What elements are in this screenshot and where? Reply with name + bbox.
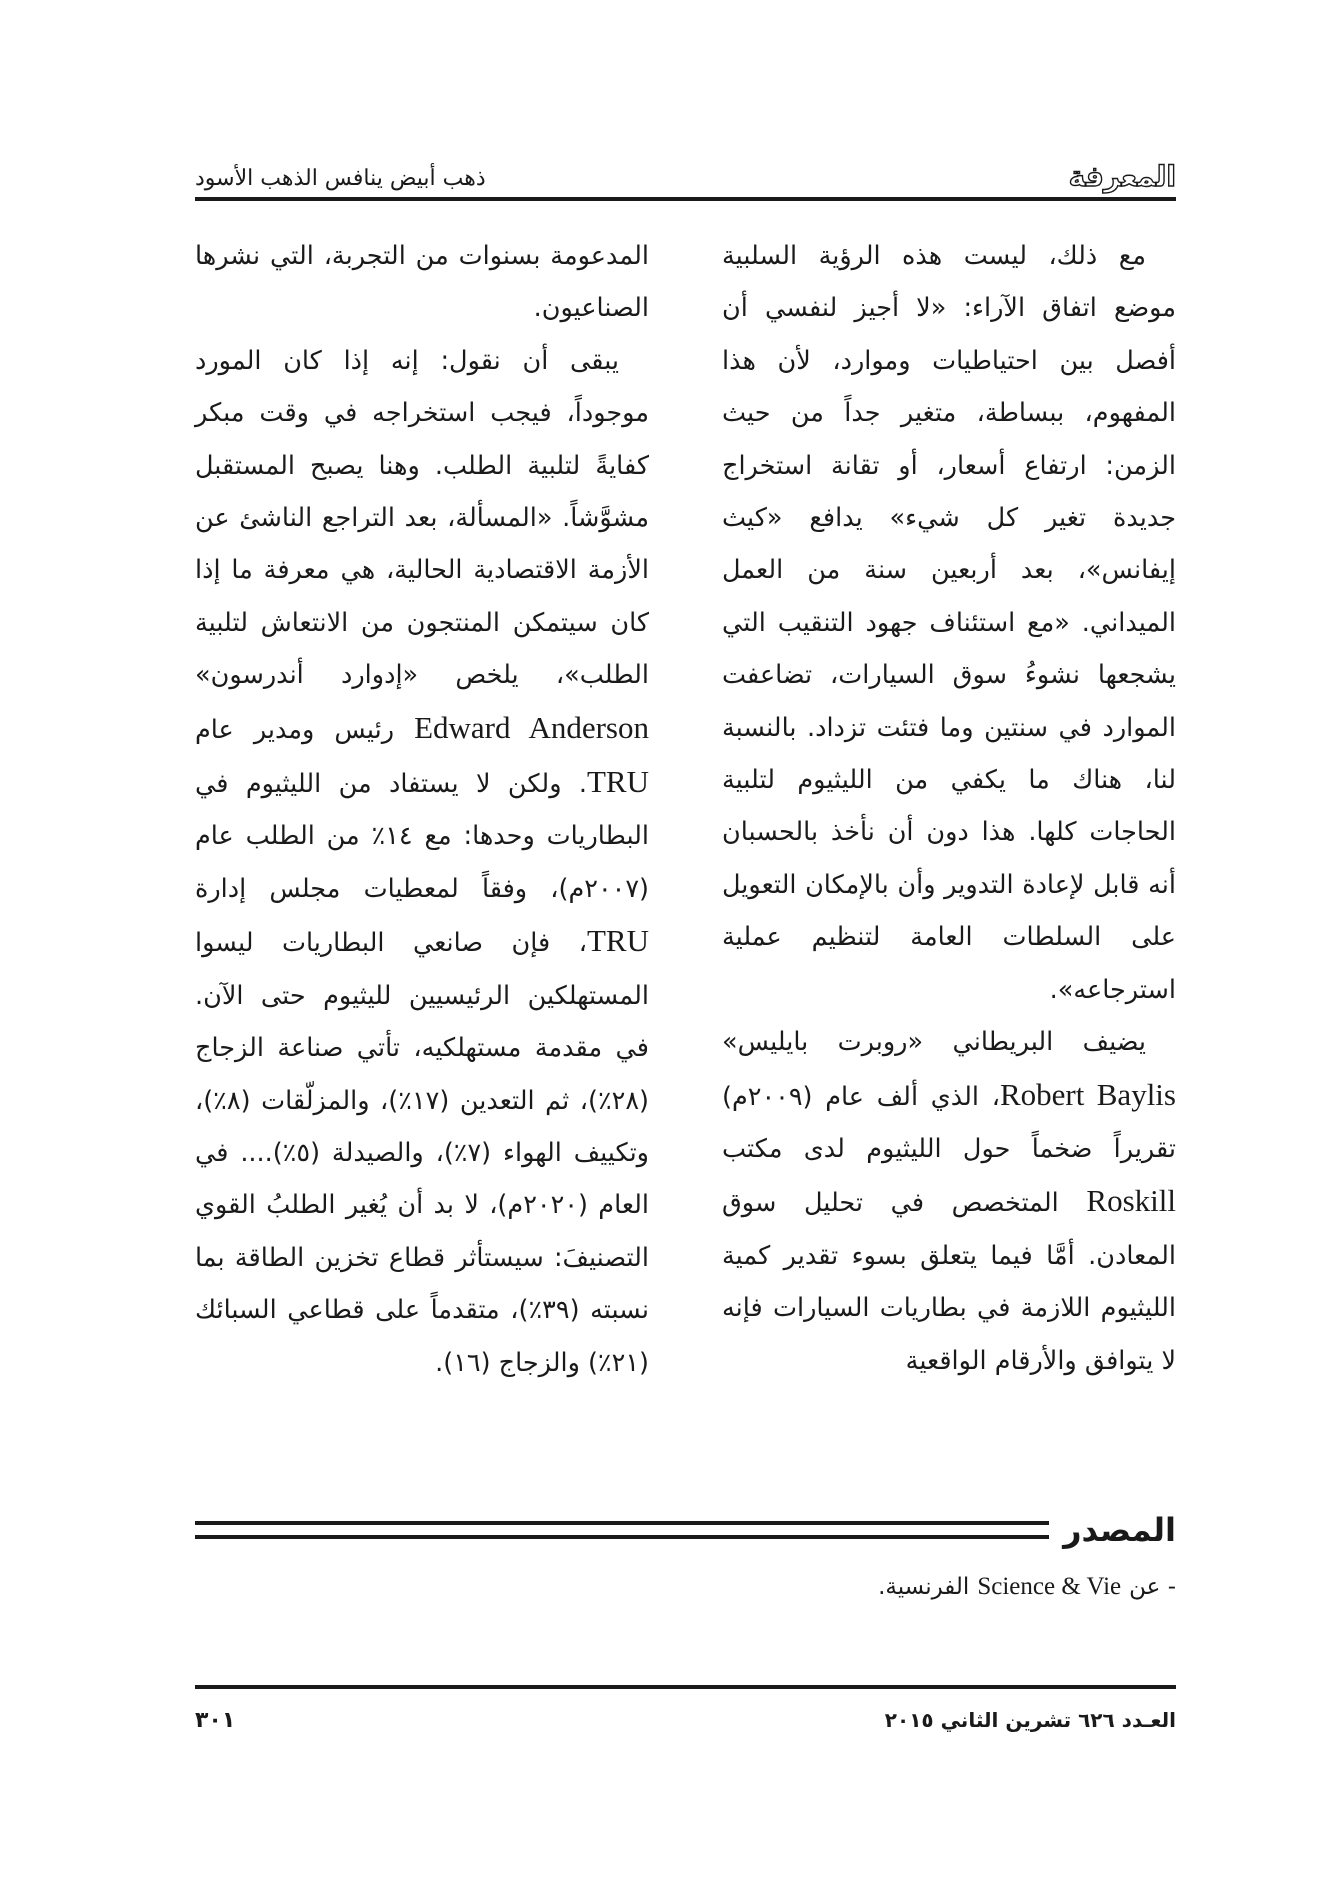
- latin-name: Edward Anderson: [414, 709, 649, 745]
- footer-rule: [195, 1685, 1176, 1689]
- text-run: رئيس ومدير عام: [195, 714, 395, 745]
- text-run: ، الذي ألف عام (٢٠٠٩م) تقريراً ضخماً حول الليثيوم لدى مكتب: [722, 1081, 1176, 1164]
- latin-name: TRU: [587, 923, 649, 959]
- page-header: [195, 145, 1176, 195]
- page-number: ٣٠١: [195, 1707, 236, 1733]
- running-title: ذهب أبيض ينافس الذهب الأسود: [195, 166, 486, 191]
- article-body: [195, 230, 1176, 1450]
- paragraph: [722, 1016, 1176, 1387]
- paragraph: [195, 335, 649, 1389]
- source-heading: المصدر: [1063, 1511, 1176, 1549]
- paragraph: المدعومة بسنوات من التجربة، التي نشرها الصناعيون.: [195, 241, 649, 324]
- latin-name: TRU: [587, 764, 649, 800]
- source-title: Science & Vie: [977, 1573, 1122, 1600]
- column-right: [722, 230, 1176, 1450]
- text-run: ، فإن صانعي البطاريات ليسوا المستهلكين الرئيسيين لليثيوم حتى الآن. في مقدمة مستهلكيه، تأتي صناعة الزجاج (٢٨٪)، ثم التعدين (١٧٪)، والمزلّقات (٨٪)، وتكييف الهواء (٧٪)، والصيدلة (٥٪).... في العام (٢٠٢٠م)، لا بد أن يُغير الطلبُ القوي التصنيفَ: سيستأثر قطاع تخزين الطاقة بما نسبته (٣٩٪)، متقدماً على قطاعي السبائك (٢١٪) والزجاج (١٦).: [195, 928, 649, 1378]
- paragraph: مع ذلك، ليست هذه الرؤية السلبية موضع اتفاق الآراء: «لا أجيز لنفسي أن أفصل بين احتياطيات وموارد، لأن هذا المفهوم، ببساطة، متغير جداً من حيث الزمن: ارتفاع أسعار، أو تقانة استخراج جديدة تغير كل شيء» يدافع «كيث إيفانس»، بعد أربعين سنة من العمل الميداني. «مع استئناف جهود التنقيب التي يشجعها نشوءُ سوق السيارات، تضاعفت الموارد في سنتين وما فتئت تزداد. بالنسبة لنا، هناك ما يكفي من الليثيوم لتلبية الحاجات كلها. هذا دون أن نأخذ بالحسبان أنه قابل لإعادة التدوير وأن بالإمكان التعويل على السلطات العامة لتنظيم عملية استرجاعه».: [722, 241, 1176, 1005]
- source-double-rule: [195, 1521, 1049, 1539]
- text-run: يبقى أن نقول: إنه إذا كان المورد موجوداً، فيجب استخراجه في وقت مبكر كفايةً لتلبية الطلب. وهنا يصبح المستقبل مشوَّشاً. «المسألة، بعد التراجع الناشئ عن الأزمة الاقتصادية الحالية، هي معرفة ما إذا كان سيتمكن المنتجون من الانتعاش لتلبية الطلب»، يلخص «إدوارد أندرسون»: [195, 345, 649, 691]
- column-left: [195, 230, 649, 1450]
- latin-name: Roskill: [1086, 1183, 1177, 1219]
- magazine-masthead-logo: المعرفة: [1068, 160, 1176, 193]
- text-run: المتخصص في تحليل سوق المعادن. أمَّا فيما يتعلق بسوء تقدير كمية الليثيوم اللازمة في بطاريات السيارات فإنه لا يتوافق والأرقام الواقعية: [722, 1188, 1176, 1376]
- issue-info: العـدد ٦٢٦ تشرين الثاني ٢٠١٥: [884, 1708, 1176, 1732]
- text-run: . ولكن لا يستفاد من الليثيوم في البطاريات وحدها: مع ١٤٪ من الطلب عام (٢٠٠٧م)، وفقاً لمعطيات مجلس إدارة: [195, 769, 649, 904]
- source-citation: [878, 1570, 1176, 1604]
- text-run: يضيف البريطاني «روبرت بايليس»: [722, 1027, 1146, 1058]
- latin-name: Robert Baylis: [999, 1076, 1176, 1112]
- header-rule: [195, 197, 1176, 201]
- source-section-header: [195, 1505, 1176, 1555]
- source-prefix: - عن: [1129, 1574, 1176, 1600]
- page-footer: [195, 1700, 1176, 1740]
- source-suffix: الفرنسية.: [878, 1574, 970, 1600]
